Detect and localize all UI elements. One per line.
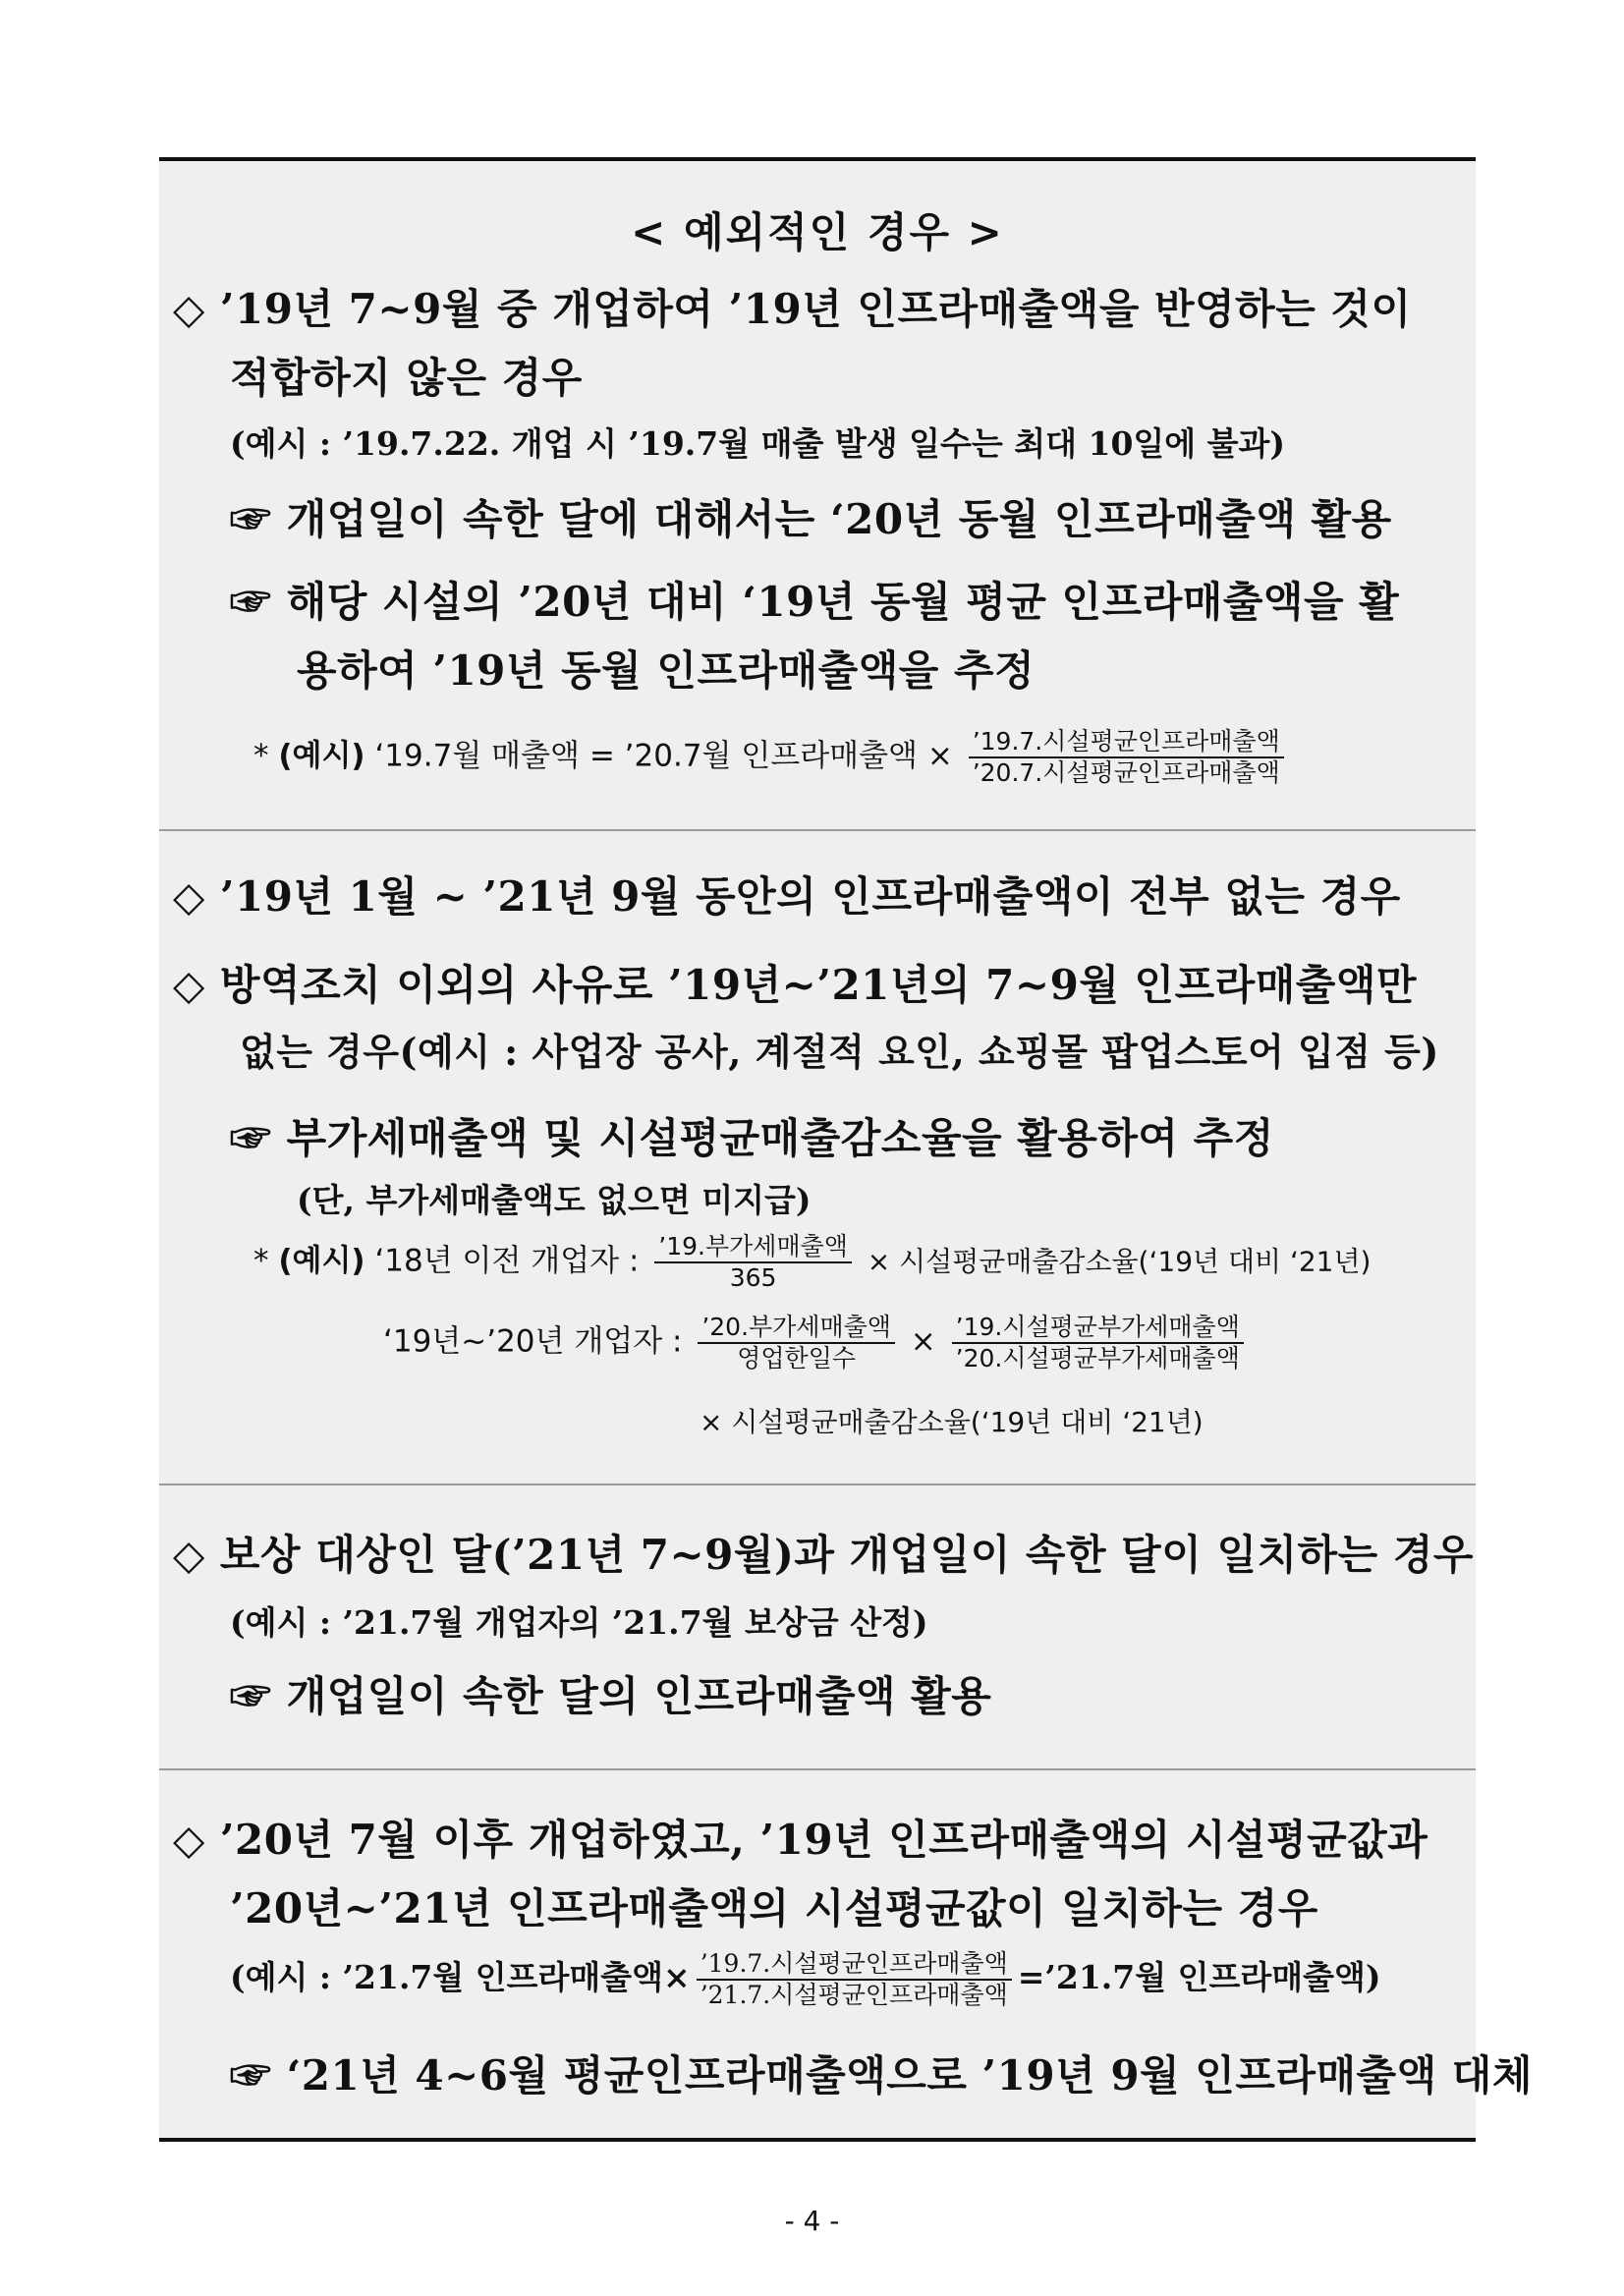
s2-fraction2a-den: 영업한일수 xyxy=(737,1344,857,1372)
exception-box xyxy=(159,157,1533,2142)
s2-formula3: × 시설평균매출감소율(‘19년 대비 ‘21년) xyxy=(700,1406,1204,1438)
s4-fraction xyxy=(697,1949,1012,2010)
s2-formula1-star: * xyxy=(253,1243,279,1279)
s1-fraction-num: ’19.7.시설평균인프라매출액 xyxy=(969,727,1284,758)
s4-arrow1: ☞ ‘21년 4~6월 평균인프라매출액으로 ’19년 9월 인프라매출액 대체 xyxy=(230,2051,1533,2100)
s2-formula2-mul: × xyxy=(910,1323,936,1360)
s2-fraction1 xyxy=(654,1232,852,1293)
s2-line3: 없는 경우(예시 : 사업장 공사, 계절적 요인, 쇼핑몰 팝업스토어 입점 등) xyxy=(240,1030,1439,1074)
s2-note: (단, 부가세매출액도 없으면 미지급) xyxy=(297,1181,812,1219)
s2-fraction2a-num: ’20.부가세매출액 xyxy=(698,1313,895,1344)
s3-example: (예시 : ’21.7월 개업자의 ’21.7월 보상금 산정) xyxy=(230,1603,928,1642)
s1-arrow2-cont: 용하여 ’19년 동월 인프라매출액을 추정 xyxy=(297,646,1036,695)
divider-1 xyxy=(159,829,1476,831)
s2-fraction1-den: 365 xyxy=(729,1263,777,1292)
s2-formula2-text: ‘19년~’20년 개업자 : xyxy=(383,1323,683,1360)
s2-arrow1: ☞ 부가세매출액 및 시설평균매출감소율을 활용하여 추정 xyxy=(230,1114,1274,1162)
s1-formula xyxy=(253,727,1290,788)
s4-example-pre: (예시 : ’21.7월 인프라매출액× xyxy=(230,1958,691,1996)
s1-fraction xyxy=(969,727,1284,788)
s1-example: (예시 : ’19.7.22. 개업 시 ’19.7월 매출 발생 일수는 최대 10일에 불과) xyxy=(230,424,1286,463)
s4-example-post: =’21.7월 인프라매출액) xyxy=(1017,1958,1381,1996)
s1-line2: 적합하지 않은 경우 xyxy=(230,354,583,402)
s2-formula2 xyxy=(383,1313,1250,1373)
s1-arrow2: ☞ 해당 시설의 ’20년 대비 ‘19년 동월 평균 인프라매출액을 활 xyxy=(230,578,1400,626)
s4-example xyxy=(230,1949,1381,2010)
divider-3 xyxy=(159,1768,1476,1770)
s4-fraction-num: ’19.7.시설평균인프라매출액 xyxy=(697,1949,1012,1981)
s3-arrow1: ☞ 개업일이 속한 달의 인프라매출액 활용 xyxy=(230,1672,992,1720)
s2-formula1-tail: × 시설평균매출감소율(‘19년 대비 ‘21년) xyxy=(867,1245,1372,1278)
page-number: - 4 - xyxy=(784,2205,840,2237)
s1-line1: ◇ ’19년 7~9월 중 개업하여 ’19년 인프라매출액을 반영하는 것이 xyxy=(173,285,1412,333)
divider-2 xyxy=(159,1484,1476,1485)
s2-fraction1-num: ’19.부가세매출액 xyxy=(654,1232,852,1263)
box-title: < 예외적인 경우 > xyxy=(631,208,1004,256)
s4-line2: ’20년~’21년 인프라매출액의 시설평균값이 일치하는 경우 xyxy=(230,1884,1318,1932)
s1-formula-text: ‘19.7월 매출액 = ’20.7월 인프라매출액 × xyxy=(364,738,953,774)
s2-fraction2b-num: ’19.시설평균부가세매출액 xyxy=(952,1313,1244,1344)
s2-formula1-text: ‘18년 이전 개업자 : xyxy=(364,1243,640,1279)
s2-line2: ◇ 방역조치 이외의 사유로 ’19년~’21년의 7~9월 인프라매출액만 xyxy=(173,961,1418,1009)
s1-formula-star: * xyxy=(253,738,279,774)
s1-formula-label: (예시) xyxy=(278,738,365,774)
s3-line1: ◇ 보상 대상인 달(’21년 7~9월)과 개업일이 속한 달이 일치하는 경우 xyxy=(173,1531,1475,1579)
s2-fraction2a xyxy=(698,1313,895,1373)
s2-fraction2b xyxy=(952,1313,1244,1373)
s1-arrow1: ☞ 개업일이 속한 달에 대해서는 ‘20년 동월 인프라매출액 활용 xyxy=(230,495,1392,543)
s2-fraction2b-den: ’20.시설평균부가세매출액 xyxy=(955,1344,1240,1372)
s4-fraction-den: ’21.7.시설평균인프라매출액 xyxy=(700,1981,1008,2009)
s4-line1: ◇ ’20년 7월 이후 개업하였고, ’19년 인프라매출액의 시설평균값과 xyxy=(173,1816,1428,1864)
s1-fraction-den: ’20.7.시설평균인프라매출액 xyxy=(972,758,1280,787)
s2-formula1 xyxy=(253,1232,1371,1293)
s2-line1: ◇ ’19년 1월 ~ ’21년 9월 동안의 인프라매출액이 전부 없는 경우 xyxy=(173,872,1401,921)
s2-formula1-label: (예시) xyxy=(278,1243,365,1279)
